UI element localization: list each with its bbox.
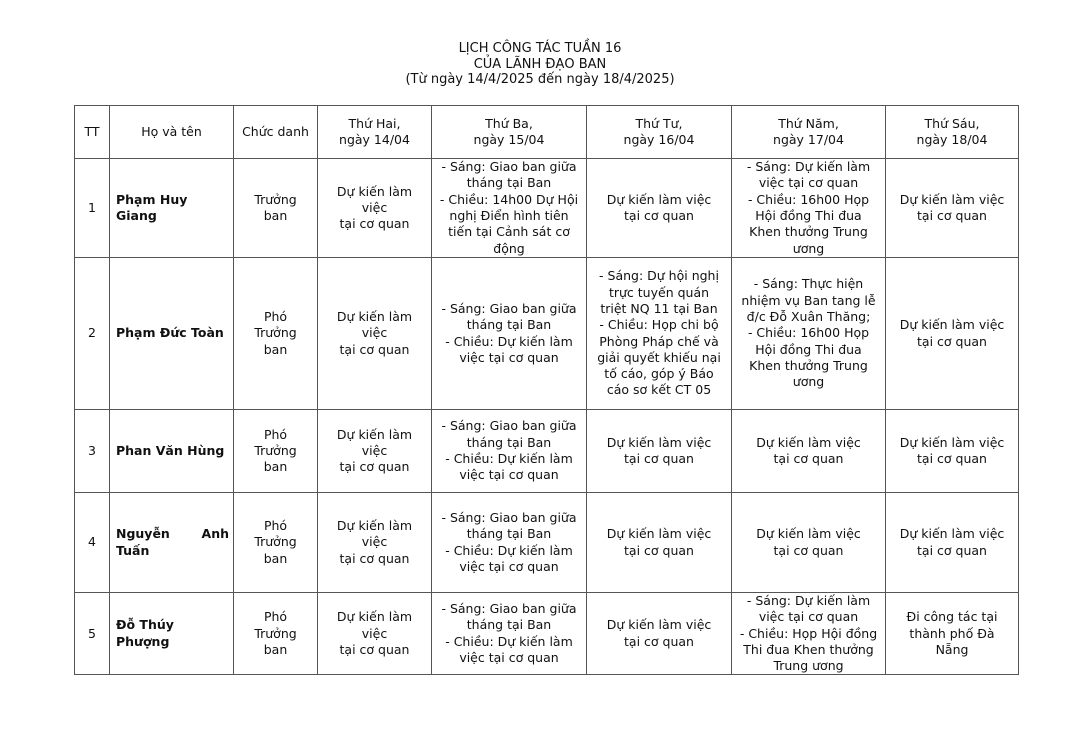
- table-row: [75, 159, 1019, 258]
- title-line-2: CỦA LÃNH ĐẠO BAN: [473, 56, 607, 72]
- person-name: Phạm Đức Toàn: [110, 258, 234, 410]
- schedule-friday: Dự kiến làm việc tại cơ quan: [886, 493, 1019, 593]
- table-row: [75, 410, 1019, 493]
- person-position: Trưởng ban: [234, 159, 318, 258]
- header-name: Họ và tên: [110, 106, 234, 159]
- schedule-monday: Dự kiến làm việc tại cơ quan: [318, 493, 432, 593]
- table-row: [75, 593, 1019, 675]
- row-number: 1: [75, 159, 110, 258]
- schedule-table: [74, 105, 1019, 675]
- document-title: [0, 41, 1080, 88]
- schedule-wednesday: Dự kiến làm việc tại cơ quan: [587, 410, 732, 493]
- person-position: Phó Trưởng ban: [234, 258, 318, 410]
- header-row: [75, 106, 1019, 159]
- schedule-thursday: - Sáng: Dự kiến làm việc tại cơ quan - Chiều: Họp Hội đồng Thi đua Khen thưởng Trung ương: [732, 593, 886, 675]
- schedule-tuesday: - Sáng: Giao ban giữa tháng tại Ban - Chiều: Dự kiến làm việc tại cơ quan: [432, 593, 587, 675]
- person-name: Phạm Huy Giang: [110, 159, 234, 258]
- schedule-wednesday: Dự kiến làm việc tại cơ quan: [587, 159, 732, 258]
- row-number: 4: [75, 493, 110, 593]
- row-number: 5: [75, 593, 110, 675]
- header-thursday: Thứ Năm, ngày 17/04: [732, 106, 886, 159]
- schedule-tuesday: - Sáng: Giao ban giữa tháng tại Ban - Chiều: Dự kiến làm việc tại cơ quan: [432, 410, 587, 493]
- schedule-friday: Dự kiến làm việc tại cơ quan: [886, 410, 1019, 493]
- title-line-1: LỊCH CÔNG TÁC TUẦN 16: [458, 41, 622, 56]
- header-position: Chức danh: [234, 106, 318, 159]
- header-monday: Thứ Hai, ngày 14/04: [318, 106, 432, 159]
- header-friday: Thứ Sáu, ngày 18/04: [886, 106, 1019, 159]
- person-name-last: Tuấn: [116, 542, 150, 558]
- schedule-thursday: Dự kiến làm việc tại cơ quan: [732, 410, 886, 493]
- schedule-monday: Dự kiến làm việc tại cơ quan: [318, 159, 432, 258]
- schedule-thursday: - Sáng: Dự kiến làm việc tại cơ quan - Chiều: 16h00 Họp Hội đồng Thi đua Khen thưởng Trung ương: [732, 159, 886, 258]
- schedule-wednesday: Dự kiến làm việc tại cơ quan: [587, 593, 732, 675]
- schedule-wednesday: - Sáng: Dự hội nghị trực tuyến quán triệt NQ 11 tại Ban - Chiều: Họp chi bộ Phòng Pháp chế và giải quyết khiếu nại tố cáo, góp ý Báo cáo sơ kết CT 05: [587, 258, 732, 410]
- schedule-friday: Dự kiến làm việc tại cơ quan: [886, 159, 1019, 258]
- person-position: Phó Trưởng ban: [234, 493, 318, 593]
- schedule-thursday: Dự kiến làm việc tại cơ quan: [732, 493, 886, 593]
- person-name-middle: Anh: [201, 526, 229, 542]
- schedule-friday: Dự kiến làm việc tại cơ quan: [886, 258, 1019, 410]
- title-line-3: (Từ ngày 14/4/2025 đến ngày 18/4/2025): [405, 72, 675, 87]
- header-tuesday: Thứ Ba, ngày 15/04: [432, 106, 587, 159]
- schedule-thursday: - Sáng: Thực hiện nhiệm vụ Ban tang lễ đ/c Đỗ Xuân Thăng; - Chiều: 16h00 Họp Hội đồng Thi đua Khen thưởng Trung ương: [732, 258, 886, 410]
- person-position: Phó Trưởng ban: [234, 410, 318, 493]
- person-name-first: Nguyễn: [116, 526, 170, 542]
- header-wednesday: Thứ Tư, ngày 16/04: [587, 106, 732, 159]
- table-row: [75, 258, 1019, 410]
- schedule-wednesday: Dự kiến làm việc tại cơ quan: [587, 493, 732, 593]
- person-name: [110, 493, 234, 593]
- row-number: 3: [75, 410, 110, 493]
- schedule-friday: Đi công tác tại thành phố Đà Nẵng: [886, 593, 1019, 675]
- table-row: [75, 493, 1019, 593]
- schedule-monday: Dự kiến làm việc tại cơ quan: [318, 593, 432, 675]
- schedule-monday: Dự kiến làm việc tại cơ quan: [318, 410, 432, 493]
- person-position: Phó Trưởng ban: [234, 593, 318, 675]
- schedule-monday: Dự kiến làm việc tại cơ quan: [318, 258, 432, 410]
- schedule-tuesday: - Sáng: Giao ban giữa tháng tại Ban - Chiều: Dự kiến làm việc tại cơ quan: [432, 493, 587, 593]
- schedule-tuesday: - Sáng: Giao ban giữa tháng tại Ban - Chiều: Dự kiến làm việc tại cơ quan: [432, 258, 587, 410]
- schedule-tuesday: - Sáng: Giao ban giữa tháng tại Ban - Chiều: 14h00 Dự Hội nghị Điển hình tiên tiến tại Cảnh sát cơ động: [432, 159, 587, 258]
- row-number: 2: [75, 258, 110, 410]
- person-name: Đỗ Thúy Phượng: [110, 593, 234, 675]
- person-name: Phan Văn Hùng: [110, 410, 234, 493]
- header-tt: TT: [75, 106, 110, 159]
